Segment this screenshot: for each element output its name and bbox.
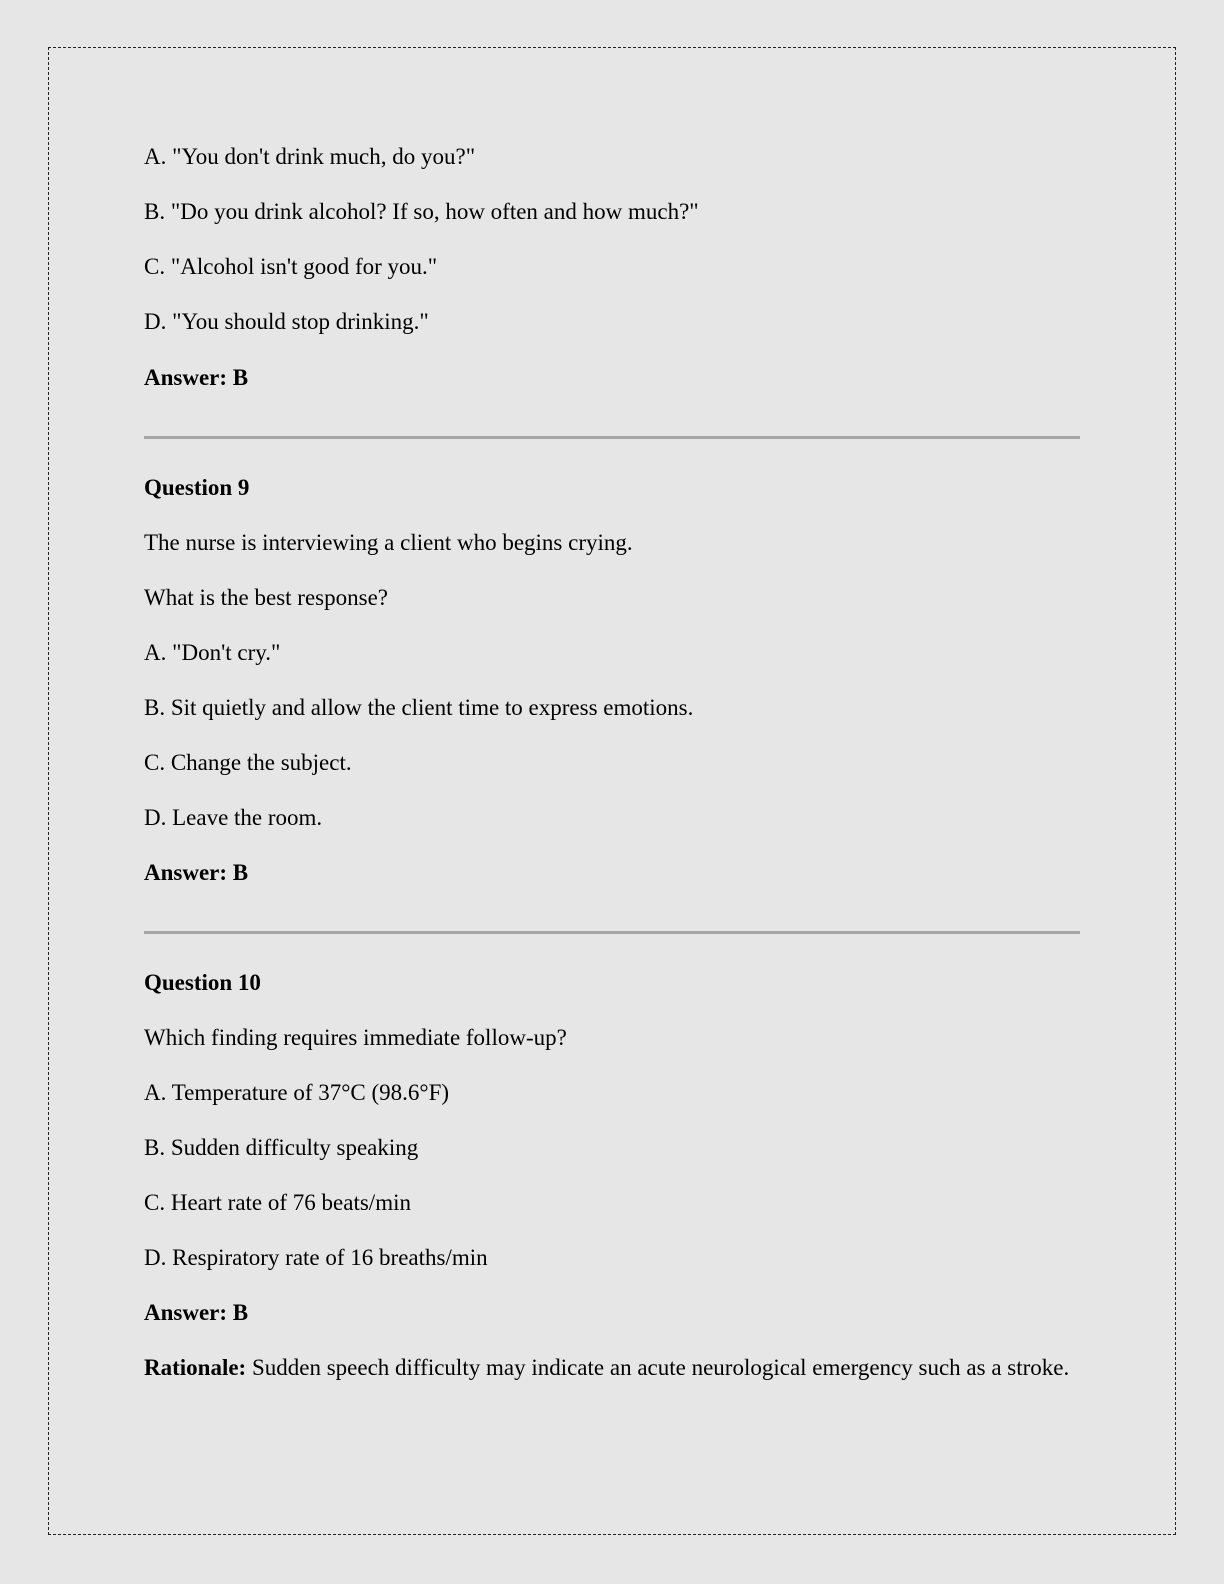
q8-option-d: D. "You should stop drinking." [144,309,429,334]
q10-rationale [144,1354,1080,1381]
q8-answer: Answer: B [144,365,249,390]
q10-option-d: D. Respiratory rate of 16 breaths/min [144,1245,488,1270]
divider [144,931,1080,934]
q9-option-a: A. "Don't cry." [144,640,281,665]
q9-option-b: B. Sit quietly and allow the client time to express emotions. [144,695,694,720]
q10-option-c: C. Heart rate of 76 beats/min [144,1190,411,1215]
q8-option-a: A. "You don't drink much, do you?" [144,144,476,169]
q8-option-b: B. "Do you drink alcohol? If so, how often and how much?" [144,199,699,224]
q9-stem: The nurse is interviewing a client who begins crying. [144,530,633,555]
q10-title: Question 10 [144,970,261,995]
q10-option-b: B. Sudden difficulty speaking [144,1135,419,1160]
q9-option-c: C. Change the subject. [144,750,352,775]
q10-option-a: A. Temperature of 37°C (98.6°F) [144,1080,450,1105]
q9-title: Question 9 [144,475,250,500]
q8-option-c: C. "Alcohol isn't good for you." [144,254,438,279]
q9-option-d: D. Leave the room. [144,805,323,830]
q9-prompt: What is the best response? [144,585,388,610]
rationale-label: Rationale: [144,1355,247,1380]
q10-stem: Which finding requires immediate follow-up? [144,1025,567,1050]
divider [144,436,1080,439]
q9-answer: Answer: B [144,860,249,885]
q10-answer: Answer: B [144,1300,249,1325]
rationale-text: Sudden speech difficulty may indicate an acute neurological emergency such as a stroke. [246,1355,1070,1380]
